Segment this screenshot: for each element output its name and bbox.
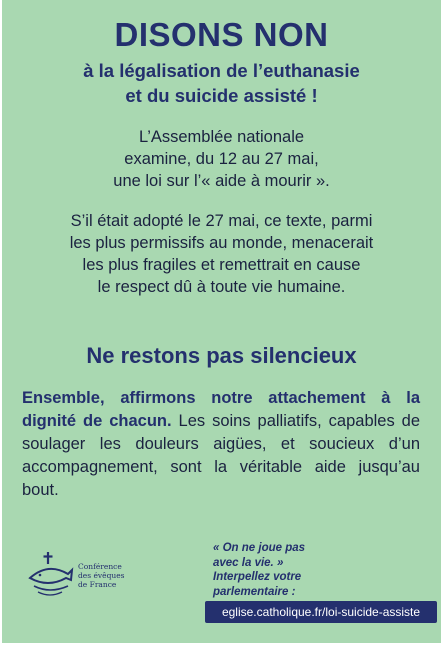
quote-line-2: avec la vie. » <box>213 556 284 569</box>
warning-line-4: le respect dû à toute vie humaine. <box>97 278 346 296</box>
closing-text: Les soins palliatifs, capables de soulager les douleurs aigües, et soucieux d’un accompagnement, sont la véritable aide jusqu’au bout. <box>22 412 421 499</box>
quote-line-1: « On ne joue pas <box>213 542 306 554</box>
intro-line-3: une loi sur l’« aide à mourir ». <box>113 172 330 190</box>
subtitle-line-2: et du suicide assisté ! <box>125 85 318 106</box>
intro-line-1: L’Assemblée nationale <box>138 128 305 146</box>
subtitle-line-1: à la légalisation de l’euthanasie <box>83 60 360 81</box>
cef-logo <box>24 548 164 608</box>
intro-line-2: examine, du 12 au 27 mai, <box>124 150 319 168</box>
warning-line-3: les plus fragiles et remettrait en cause <box>82 256 361 274</box>
closing-emphasis: Ensemble, affirmons notre attachement à la dignité de chacun. <box>22 389 420 430</box>
logo-line-3: de France <box>78 580 117 589</box>
url-link[interactable]: eglise.catholique.fr/loi-suicide-assiste <box>205 601 437 623</box>
warning-line-2: les plus permissifs au monde, menacerait <box>69 234 374 252</box>
poster <box>2 0 441 643</box>
warning-paragraph <box>2 210 441 298</box>
closing-paragraph <box>22 387 420 502</box>
logo-line-2: des évêques <box>78 571 125 580</box>
intro-paragraph <box>2 126 441 192</box>
quote-line-4: parlementaire : <box>213 585 296 598</box>
section-heading: Ne restons pas silencieux <box>86 343 357 368</box>
quote-line-3: Interpellez votre <box>213 571 302 583</box>
subtitle <box>2 58 441 108</box>
page-title: DISONS NON <box>114 16 329 53</box>
warning-line-1: S’il était adopté le 27 mai, ce texte, parmi <box>70 212 373 230</box>
logo-line-1: Conférence <box>78 562 122 571</box>
logo-text <box>78 562 125 589</box>
call-to-action-quote <box>213 541 423 599</box>
fish-cross-icon <box>24 548 76 600</box>
